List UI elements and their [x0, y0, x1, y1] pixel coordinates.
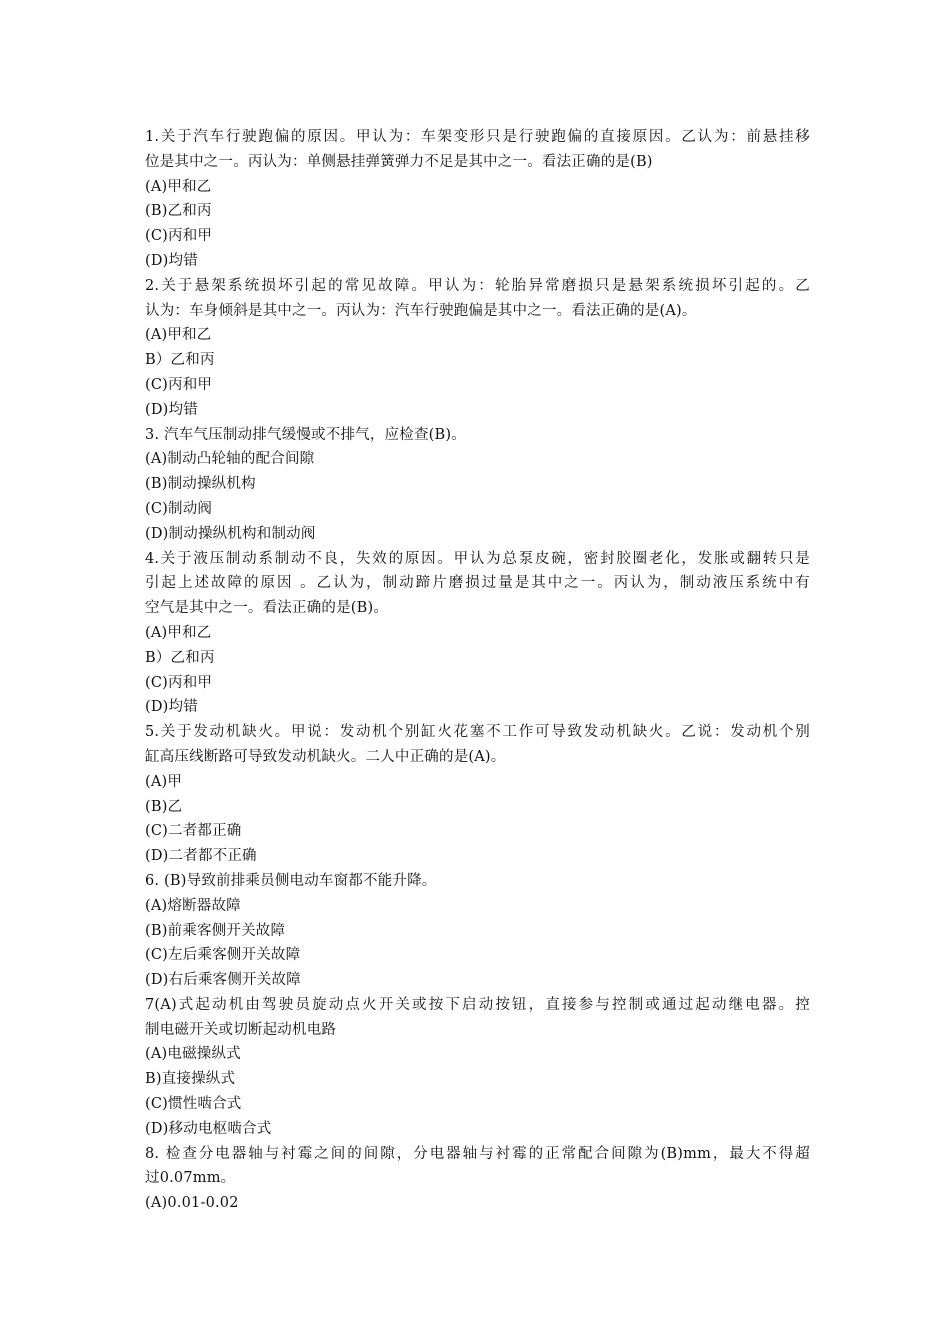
text-line: (A)熔断器故障	[145, 897, 241, 914]
text-line: 4.关于液压制动系制动不良，失效的原因。甲认为总泵皮碗，密封胶圈老化，发胀或翻转只是	[145, 550, 810, 567]
text-line: (A)甲和乙	[145, 327, 212, 344]
text-line: 6. (B)导致前排乘员侧电动车窗都不能升降。	[145, 872, 437, 889]
text-line: (D)均错	[145, 699, 198, 716]
text-line: 5.关于发动机缺火。甲说：发动机个别缸火花塞不工作可导致发动机缺火。乙说：发动机个别	[145, 724, 810, 741]
text-line: 7(A)式起动机由驾驶员旋动点火开关或按下启动按钮，直接参与控制或通过起动继电器。控	[145, 996, 810, 1013]
text-line: (B)制动操纵机构	[145, 476, 256, 493]
text-line: (B)前乘客侧开关故障	[145, 922, 286, 939]
text-line: (C)丙和甲	[145, 674, 213, 691]
text-line: 空气是其中之一。看法正确的是(B)。	[145, 600, 389, 617]
text-line: 认为：车身倾斜是其中之一。丙认为：汽车行驶跑偏是其中之一。看法正确的是(A)。	[145, 302, 697, 319]
text-line: (C)二者都正确	[145, 823, 242, 840]
text-line: 制电磁开关或切断起动机电路	[145, 1021, 337, 1038]
text-line: 3. 汽车气压制动排气缓慢或不排气，应检查(B)。	[145, 426, 466, 443]
text-line: (B)乙和丙	[145, 203, 212, 220]
text-line: (C)制动阀	[145, 500, 213, 517]
text-line: B）乙和丙	[145, 352, 215, 369]
text-line: (D)右后乘客侧开关故障	[145, 972, 301, 989]
text-line: (A)制动凸轮轴的配合间隙	[145, 451, 315, 468]
text-line: 过0.07mm。	[145, 1170, 236, 1187]
text-line: 2.关于悬架系统损坏引起的常见故障。甲认为：轮胎异常磨损只是悬架系统损坏引起的。乙	[145, 277, 810, 294]
text-line: (C)丙和甲	[145, 228, 213, 245]
text-line: (B)乙	[145, 798, 183, 815]
text-line: (A)甲和乙	[145, 624, 212, 641]
text-line: (C)左后乘客侧开关故障	[145, 947, 301, 964]
text-line: 1.关于汽车行驶跑偏的原因。甲认为：车架变形只是行驶跑偏的直接原因。乙认为：前悬挂移	[145, 129, 810, 145]
text-line: (A)电磁操纵式	[145, 1046, 241, 1063]
text-line: (D)制动操纵机构和制动阀	[145, 525, 316, 542]
text-line: (D)移动电枢啮合式	[145, 1120, 272, 1137]
text-line: B）乙和丙	[145, 649, 215, 666]
text-line: (A)0.01-0.02	[145, 1195, 239, 1212]
text-line: (D)二者都不正确	[145, 848, 257, 865]
text-line: (A)甲	[145, 773, 183, 790]
text-line: (C)惯性啮合式	[145, 1096, 242, 1113]
text-line: (A)甲和乙	[145, 178, 212, 195]
text-line: 引起上述故障的原因 。乙认为，制动蹄片磨损过量是其中之一。丙认为，制动液压系统中有	[145, 575, 810, 592]
text-line: (D)均错	[145, 252, 198, 269]
text-line: 8. 检查分电器轴与衬霉之间的间隙，分电器轴与衬霉的正常配合间隙为(B)mm，最大不得超	[145, 1145, 810, 1162]
text-line: 缸高压线断路可导致发动机缺火。二人中正确的是(A)。	[145, 748, 506, 765]
text-line: B)直接操纵式	[145, 1071, 236, 1088]
text-line: (C)丙和甲	[145, 376, 213, 393]
document-body	[145, 125, 810, 1216]
text-line: (D)均错	[145, 401, 198, 418]
text-line: 位是其中之一。丙认为：单侧悬挂弹簧弹力不足是其中之一。看法正确的是(B)	[145, 153, 653, 170]
